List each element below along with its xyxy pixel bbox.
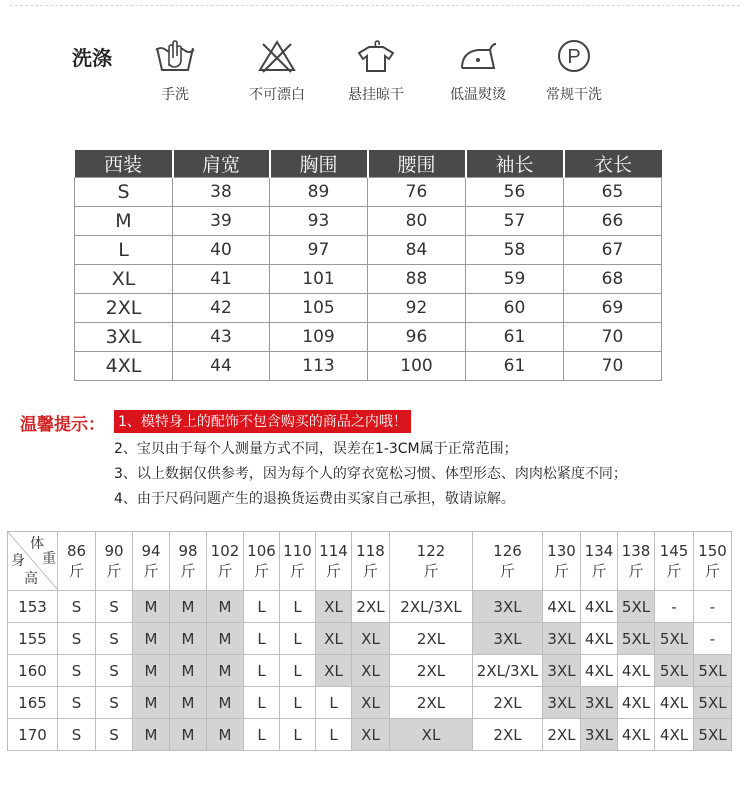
measure-cell: 56 — [466, 178, 564, 207]
weight-value: 145 — [659, 542, 689, 560]
size-cell: 5XL — [694, 655, 732, 687]
weight-header-cell — [618, 532, 655, 591]
weight-value: 130 — [547, 542, 576, 560]
size-cell: XL — [352, 719, 390, 751]
weight-unit: 斤 — [423, 562, 439, 580]
size-cell: 3XL — [473, 623, 543, 655]
size-cell: XL — [316, 623, 352, 655]
care-label: 悬挂晾干 — [348, 87, 404, 103]
header-cell: 肩宽 — [173, 150, 270, 178]
corner-label-bottom: 高 — [24, 571, 38, 587]
weight-header-cell — [207, 532, 244, 591]
size-cell: S — [58, 623, 96, 655]
measure-cell: 66 — [564, 207, 662, 236]
size-cell: L — [316, 719, 352, 751]
weight-header-cell — [543, 532, 581, 591]
weight-value: 98 — [178, 542, 198, 560]
size-cell: 5XL — [655, 623, 694, 655]
measure-cell: 40 — [173, 236, 270, 265]
size-cell: S — [96, 687, 133, 719]
size-cell: 5XL — [694, 687, 732, 719]
corner-label-right: 重 — [42, 551, 56, 567]
size-cell: S — [96, 591, 133, 623]
weight-unit: 斤 — [591, 562, 607, 580]
measure-cell: 84 — [368, 236, 466, 265]
size-cell: 4XL — [618, 719, 655, 751]
size-cell: L — [316, 687, 352, 719]
weight-header-cell — [58, 532, 96, 591]
measure-cell: 58 — [466, 236, 564, 265]
measure-cell: 93 — [270, 207, 368, 236]
size-cell: S — [58, 655, 96, 687]
weight-header-cell — [96, 532, 133, 591]
size-cell: - — [694, 591, 732, 623]
size-cell: M — [133, 623, 170, 655]
size-cell: M — [133, 655, 170, 687]
care-label: 不可漂白 — [249, 87, 305, 103]
weight-value: 90 — [104, 542, 124, 560]
size-cell: M — [75, 207, 173, 236]
size-cell: S — [58, 719, 96, 751]
size-cell: 5XL — [618, 623, 655, 655]
measure-cell: 69 — [564, 294, 662, 323]
size-cell: L — [244, 623, 280, 655]
weight-unit: 斤 — [362, 562, 378, 580]
size-recommendation-table — [7, 531, 732, 751]
care-item-no-bleach — [232, 38, 322, 104]
note-item: 2、宝贝由于每个人测量方式不同，误差在1-3CM属于正常范围； — [114, 441, 518, 457]
weight-header-cell — [244, 532, 280, 591]
weight-unit: 斤 — [666, 562, 682, 580]
table-row — [75, 236, 662, 265]
size-cell: 4XL — [655, 719, 694, 751]
size-cell: M — [207, 719, 244, 751]
size-cell: 2XL — [390, 623, 473, 655]
size-cell: 3XL — [473, 591, 543, 623]
measure-cell: 43 — [173, 323, 270, 352]
weight-header-cell — [390, 532, 473, 591]
measure-cell: 101 — [270, 265, 368, 294]
measure-cell: 39 — [173, 207, 270, 236]
measure-cell: 113 — [270, 352, 368, 381]
weight-header-cell — [133, 532, 170, 591]
size-cell: 4XL — [581, 591, 618, 623]
wash-section-title: 洗涤 — [72, 46, 112, 70]
weight-value: 138 — [621, 542, 651, 560]
size-cell: S — [58, 687, 96, 719]
size-cell: XL — [316, 655, 352, 687]
weight-value: 102 — [210, 542, 240, 560]
size-cell: XL — [316, 591, 352, 623]
weight-header-cell — [280, 532, 316, 591]
hand-wash-icon — [153, 38, 197, 74]
size-cell: XL — [75, 265, 173, 294]
weight-header-cell — [694, 532, 732, 591]
size-cell: 2XL — [473, 719, 543, 751]
measure-cell: 70 — [564, 323, 662, 352]
measure-cell: 100 — [368, 352, 466, 381]
measure-cell: 60 — [466, 294, 564, 323]
size-cell: 4XL — [543, 591, 581, 623]
measure-cell: 70 — [564, 352, 662, 381]
notes-title: 温馨提示： — [20, 415, 105, 435]
height-cell: 160 — [8, 655, 58, 687]
table-row — [8, 623, 732, 655]
height-cell: 165 — [8, 687, 58, 719]
weight-header-cell — [655, 532, 694, 591]
size-cell: M — [133, 687, 170, 719]
size-cell: 3XL — [543, 623, 581, 655]
size-cell: 4XL — [655, 687, 694, 719]
measure-cell: 65 — [564, 178, 662, 207]
size-cell: M — [207, 623, 244, 655]
weight-unit: 斤 — [180, 562, 196, 580]
weight-header-cell — [473, 532, 543, 591]
table-row — [8, 719, 732, 751]
header-cell: 腰围 — [368, 150, 466, 178]
size-cell: S — [96, 719, 133, 751]
measure-cell: 68 — [564, 265, 662, 294]
weight-value: 134 — [584, 542, 614, 560]
size-cell: M — [170, 687, 207, 719]
size-cell: M — [207, 655, 244, 687]
corner-label-top: 体 — [30, 536, 44, 552]
hang-dry-icon — [356, 38, 396, 74]
size-table-header — [75, 150, 662, 178]
size-cell: 2XL — [390, 687, 473, 719]
size-cell: L — [244, 687, 280, 719]
care-label: 常规干洗 — [546, 87, 602, 103]
measure-cell: 89 — [270, 178, 368, 207]
table-row — [75, 207, 662, 236]
weight-value: 94 — [141, 542, 161, 560]
table-row — [8, 687, 732, 719]
weight-value: 86 — [66, 542, 87, 560]
table-row — [75, 323, 662, 352]
size-cell: L — [244, 655, 280, 687]
size-cell: L — [244, 719, 280, 751]
height-cell: 155 — [8, 623, 58, 655]
size-cell: 5XL — [618, 591, 655, 623]
measure-cell: 80 — [368, 207, 466, 236]
size-cell: M — [133, 719, 170, 751]
weight-value: 122 — [416, 542, 446, 560]
size-cell: L — [280, 655, 316, 687]
weight-value: 118 — [356, 542, 385, 560]
size-cell: M — [170, 655, 207, 687]
weight-unit: 斤 — [553, 562, 569, 580]
corner-cell — [8, 532, 58, 591]
size-cell: - — [655, 591, 694, 623]
table-row — [75, 352, 662, 381]
care-label: 低温熨烫 — [450, 87, 506, 103]
size-cell: L — [280, 591, 316, 623]
weight-unit: 斤 — [143, 562, 159, 580]
size-cell: M — [207, 591, 244, 623]
size-cell: 5XL — [655, 655, 694, 687]
weight-unit: 斤 — [253, 562, 269, 580]
weight-unit: 斤 — [628, 562, 644, 580]
weight-header-cell — [352, 532, 390, 591]
height-cell: 153 — [8, 591, 58, 623]
table-row — [8, 655, 732, 687]
measure-cell: 76 — [368, 178, 466, 207]
size-cell: 2XL — [352, 591, 390, 623]
weight-unit: 斤 — [217, 562, 233, 580]
size-cell: 2XL — [390, 655, 473, 687]
note-item-highlight: 1、模特身上的配饰不包含购买的商品之内哦！ — [114, 410, 411, 433]
measure-cell: 38 — [173, 178, 270, 207]
note-item: 4、由于尺码问题产生的退换货运费由买家自己承担，敬请谅解。 — [114, 491, 515, 507]
note-item: 3、以上数据仅供参考，因为每个人的穿衣宽松习惯、体型形态、肉肉松紧度不同； — [114, 466, 627, 482]
weight-unit: 斤 — [704, 562, 720, 580]
size-cell: L — [280, 623, 316, 655]
size-cell: M — [170, 591, 207, 623]
measure-cell: 96 — [368, 323, 466, 352]
size-cell: M — [170, 623, 207, 655]
measure-cell: 109 — [270, 323, 368, 352]
size-cell: XL — [352, 623, 390, 655]
measure-cell: 42 — [173, 294, 270, 323]
measure-cell: 41 — [173, 265, 270, 294]
size-cell: M — [133, 591, 170, 623]
size-cell: S — [58, 591, 96, 623]
size-cell: - — [694, 623, 732, 655]
size-cell: 2XL/3XL — [473, 655, 543, 687]
measure-cell: 61 — [466, 323, 564, 352]
corner-label-left: 身 — [11, 553, 25, 569]
weight-value: 110 — [283, 542, 312, 560]
size-cell: L — [244, 591, 280, 623]
size-cell: 3XL — [581, 687, 618, 719]
size-cell: 2XL — [543, 719, 581, 751]
weight-value: 150 — [698, 542, 727, 560]
header-cell: 西装 — [75, 150, 173, 178]
header-cell: 衣长 — [564, 150, 662, 178]
weight-value: 106 — [247, 542, 276, 560]
header-cell: 袖长 — [466, 150, 564, 178]
weight-header-cell — [316, 532, 352, 591]
care-item-hand-wash — [130, 38, 220, 104]
size-cell: 3XL — [75, 323, 173, 352]
weight-unit: 斤 — [289, 562, 305, 580]
height-cell: 170 — [8, 719, 58, 751]
measure-cell: 67 — [564, 236, 662, 265]
weight-header-cell — [170, 532, 207, 591]
size-cell: L — [75, 236, 173, 265]
weight-header-cell — [581, 532, 618, 591]
weight-unit: 斤 — [499, 562, 515, 580]
weight-value: 114 — [319, 542, 348, 560]
size-cell: 4XL — [618, 687, 655, 719]
size-cell: 4XL — [581, 655, 618, 687]
top-dashed-divider — [10, 5, 740, 6]
size-cell: 2XL — [75, 294, 173, 323]
size-cell: M — [207, 687, 244, 719]
size-cell: L — [280, 719, 316, 751]
care-item-low-iron — [433, 38, 523, 104]
table-row — [75, 178, 662, 207]
care-label: 手洗 — [161, 87, 189, 103]
size-cell: 4XL — [75, 352, 173, 381]
size-cell: S — [96, 623, 133, 655]
weight-unit: 斤 — [325, 562, 341, 580]
weight-value: 126 — [493, 542, 522, 560]
measure-cell: 44 — [173, 352, 270, 381]
weight-unit: 斤 — [68, 562, 84, 580]
size-cell: M — [170, 719, 207, 751]
measure-cell: 105 — [270, 294, 368, 323]
weight-unit: 斤 — [106, 562, 122, 580]
measure-cell: 61 — [466, 352, 564, 381]
table-row — [8, 591, 732, 623]
dry-clean-icon — [554, 38, 594, 74]
size-cell: 3XL — [543, 687, 581, 719]
low-iron-icon — [456, 38, 500, 74]
care-item-dry-clean — [529, 38, 619, 104]
measure-cell: 92 — [368, 294, 466, 323]
table-row — [75, 294, 662, 323]
size-cell: 4XL — [581, 623, 618, 655]
size-table — [74, 150, 662, 381]
size-cell: 2XL — [473, 687, 543, 719]
size-cell: 4XL — [618, 655, 655, 687]
size-cell: S — [96, 655, 133, 687]
size-cell: XL — [390, 719, 473, 751]
measure-cell: 97 — [270, 236, 368, 265]
size-cell: 2XL/3XL — [390, 591, 473, 623]
measure-cell: 59 — [466, 265, 564, 294]
size-cell: XL — [352, 687, 390, 719]
no-bleach-icon — [257, 38, 297, 74]
header-cell: 胸围 — [270, 150, 368, 178]
size-cell: 3XL — [543, 655, 581, 687]
size-cell: S — [75, 178, 173, 207]
table-row — [75, 265, 662, 294]
measure-cell: 88 — [368, 265, 466, 294]
svg-text:P: P — [567, 46, 581, 68]
size-cell: L — [280, 687, 316, 719]
weight-header-row — [8, 532, 732, 591]
size-cell: 5XL — [694, 719, 732, 751]
care-item-hang-dry — [331, 38, 421, 104]
measure-cell: 57 — [466, 207, 564, 236]
size-cell: XL — [352, 655, 390, 687]
size-cell: 3XL — [581, 719, 618, 751]
